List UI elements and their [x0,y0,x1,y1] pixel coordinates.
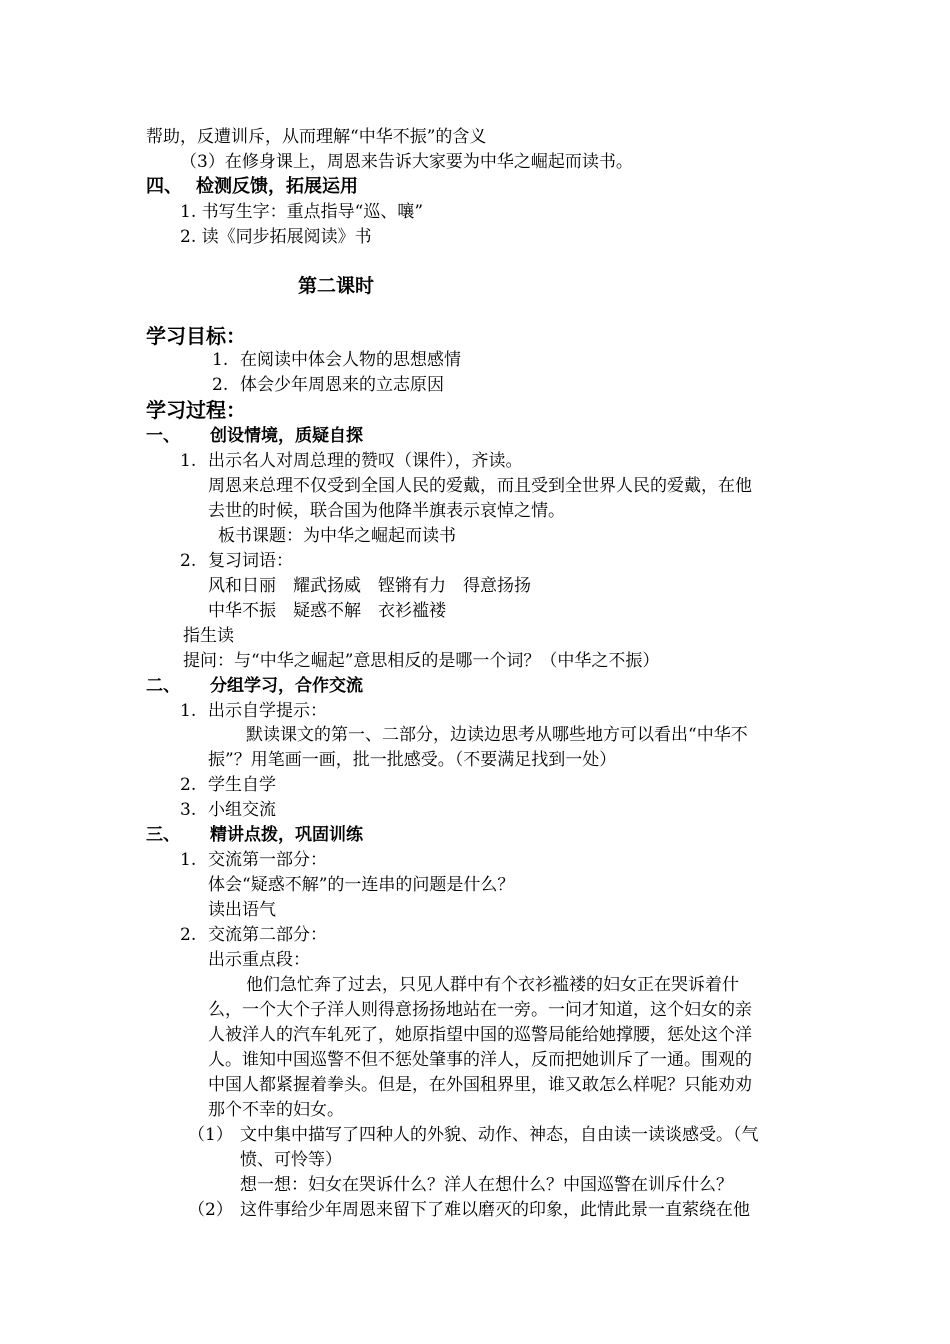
list-item: 1. 出示名人对周总理的赞叹（课件），齐读。 [180,451,523,471]
text-line: 提问：与“中华之崛起”意思相反的是哪一个词？（中华之不振） [183,651,660,671]
process-heading: 学习过程： [146,398,246,422]
text-line: 板书课题：为中华之崛起而读书 [218,526,456,546]
text-line: 帮助，反遭训斥，从而理解“中华不振”的含义 [146,127,487,147]
quote-line: 中国人都紧握着拳头。但是，在外国租界里，谁又敢怎么样呢？只能劝劝 [208,1075,752,1095]
goal-item: 2. 体会少年周恩来的立志原因 [212,375,444,395]
section-number: 四、 [146,176,182,197]
lesson-title: 第二课时 [298,275,375,297]
word-list: 风和日丽 耀武扬威 铿锵有力 得意扬扬 [208,576,531,596]
text-line: 体会“疑惑不解”的一连串的问题是什么？ [208,875,515,895]
quote-line: 那个不幸的妇女。 [208,1100,344,1120]
question-item: （1） 文中集中描写了四种人的外貌、动作、神态，自由读一读谈感受。（气 [188,1125,759,1145]
quote-line: 他们急忙奔了过去，只见人群中有个衣衫褴褛的妇女正在哭诉着什 [246,975,739,995]
text-line: （3）在修身课上，周恩来告诉大家要为中华之崛起而读书。 [180,152,633,172]
text-line: 愤、可怜等） [240,1150,342,1170]
text-line: 指生读 [183,626,234,646]
word-list: 中华不振 疑惑不解 衣衫褴褛 [208,601,446,621]
text-line: 振”？用笔画一画，批一批感受。（不要满足找到一处） [208,750,617,770]
list-item: 3. 小组交流 [180,800,276,820]
text-line: 去世的时候，联合国为他降半旗表示哀悼之情。 [208,501,565,521]
text-line: 想一想：妇女在哭诉什么？洋人在想什么？中国巡警在训斥什么？ [240,1175,733,1195]
text-line: 出示重点段： [208,950,310,970]
text-line: 默读课文的第一、二部分，边读边思考从哪些地方可以看出“中华不 [246,725,748,745]
text-line: 读出语气 [208,900,276,920]
list-item: 1. 书写生字：重点指导“巡、嚷” [180,202,424,222]
section-heading [146,176,358,198]
goal-item: 1. 在阅读中体会人物的思想感情 [212,350,461,370]
list-item: 1. 交流第一部分： [180,850,327,870]
section-heading: 一、 创设情境，质疑自探 [146,426,363,446]
section-heading: 二、 分组学习，合作交流 [146,676,363,696]
quote-line: 人。谁知中国巡警不但不惩处肇事的洋人，反而把她训斥了一通。围观的 [208,1050,752,1070]
text-line: 周恩来总理不仅受到全国人民的爱戴，而且受到全世界人民的爱戴，在他 [208,476,752,496]
list-item: 2. 复习词语： [180,551,293,571]
quote-line: 么，一个大个子洋人则得意扬扬地站在一旁。一问才知道，这个妇女的亲 [208,1000,752,1020]
list-item: 2. 交流第二部分： [180,925,327,945]
section-title: 检测反馈，拓展运用 [196,176,358,197]
quote-line: 人被洋人的汽车轧死了，她原指望中国的巡警局能给她撑腰，惩处这个洋 [208,1025,752,1045]
section-heading: 三、 精讲点拨，巩固训练 [146,825,363,845]
question-item: （2） 这件事给少年周恩来留下了难以磨灭的印象，此情此景一直萦绕在他 [188,1200,750,1220]
list-item: 2. 学生自学 [180,775,276,795]
list-item: 1. 出示自学提示： [180,701,327,721]
list-item: 2. 读《同步拓展阅读》书 [180,227,372,247]
goals-heading: 学习目标： [146,324,246,348]
